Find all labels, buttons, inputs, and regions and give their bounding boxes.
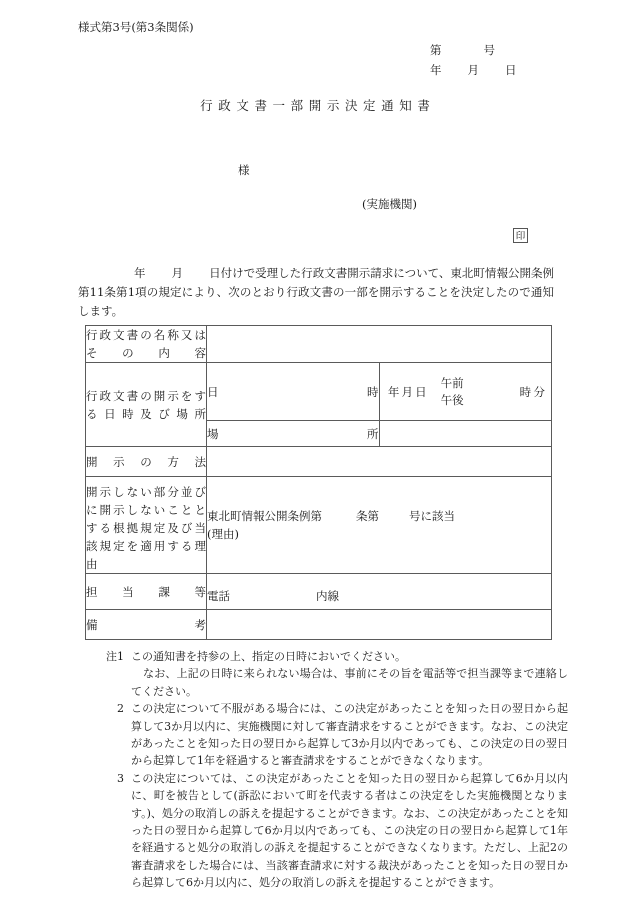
sub-label-datetime-text: 日時	[207, 384, 379, 399]
label-disclosure-method-text: 開示の方法	[86, 454, 206, 469]
label-remarks	[86, 610, 207, 640]
footnote-body-2	[131, 700, 568, 770]
datetime-year-label: 年	[387, 384, 400, 399]
footnote-1-paragraph-2: なお、上記の日時に来られない場合は、事前にその旨を電話等で担当課等まで連絡してください。	[131, 667, 568, 698]
label-reason-line1: 開示しない部分並び	[86, 485, 206, 499]
footnote-marker-3: 3	[117, 771, 124, 785]
footnote-1-paragraph-1: この通知書を持参の上、指定の日時においでください。	[131, 650, 406, 663]
value-department[interactable]	[207, 574, 552, 610]
footnote-marker-2: 2	[117, 702, 124, 716]
table-row-department	[86, 574, 552, 610]
table-row-nondisclosure-reason	[86, 477, 552, 574]
disclosure-decision-table	[85, 325, 552, 640]
reason-detail-label: (理由)	[207, 527, 239, 541]
label-disclosure-datetime-place	[86, 363, 207, 447]
document-number-line	[430, 40, 517, 60]
label-reason-line4: 該規定を適用する理	[86, 539, 206, 553]
number-prefix-label: 第	[430, 43, 442, 57]
value-disclosure-datetime[interactable]	[379, 363, 552, 421]
table-row-disclosure-method	[86, 447, 552, 477]
label-disclosure-line2: る日時及び場所	[86, 406, 206, 421]
telephone-label: 電話	[207, 589, 230, 603]
footnote-item-3	[98, 770, 568, 892]
table-row-document-name	[86, 326, 552, 363]
body-year-label: 年	[134, 266, 146, 280]
footnote-item-1	[98, 648, 568, 700]
extension-label: 内線	[316, 589, 339, 603]
label-document-name	[86, 326, 207, 363]
value-disclosure-place[interactable]	[379, 421, 552, 447]
footnote-body-1	[131, 648, 568, 700]
label-remarks-text: 備考	[86, 617, 206, 632]
seal-stamp-box: 印	[513, 228, 528, 243]
body-text-rest: 日付けで受理した行政文書開示請求について、東北町情報公開条例第11条第1項の規定により、次のとおり行政文書の一部を開示することを決定したので通知します。	[78, 266, 554, 318]
number-suffix-label: 号	[483, 43, 495, 57]
footnote-2-paragraph-1: この決定について不服がある場合には、この決定があったことを知った日の翌日から起算して3か月以内に、実施機関に対して審査請求をすることができます。なお、この決定があったことを知った日の翌日から起算して3か月以内であっても、この決定の日の翌日から起算して1年を経過すると審査請求をすることができなくなります。	[131, 702, 568, 768]
datetime-day-label: 日	[415, 384, 427, 399]
label-department	[86, 574, 207, 610]
label-nondisclosure-reason	[86, 477, 207, 574]
document-number-block	[430, 40, 517, 80]
label-document-name-line1: 行政文書の名称又は	[86, 328, 206, 342]
footnote-body-3	[131, 770, 568, 892]
am-label[interactable]: 午前	[440, 375, 464, 390]
datetime-hour-label: 時	[519, 384, 532, 399]
datetime-field-row	[380, 375, 552, 409]
year-label: 年	[430, 63, 442, 77]
footnote-item-2	[98, 700, 568, 770]
reason-item-label: 号に該当	[409, 509, 455, 523]
label-reason-line5: 由	[86, 557, 98, 571]
footnote-3-paragraph-1: この決定については、この決定があったことを知った日の翌日から起算して6か月以内に、町を被告として(訴訟において町を代表する者はこの決定をした実施機関となります。)、処分の取消しの訴えを提起することができます。なお、この決定があったことを知った日の翌日から起算して6か月以内であっても、この決定の日の翌日から起算して1年を経過すると処分の取消しの訴えを提起することができなくなります。ただし、上記2の審査請求をした場合には、当該審査請求に対する裁決があったことを知った日の翌日から起算して6か月以内に、処分の取消しの訴えを提起することができます。	[131, 771, 568, 890]
table-row-disclosure-datetime	[86, 363, 552, 421]
sub-label-place-text: 場所	[207, 426, 379, 441]
footnotes-section	[98, 648, 568, 892]
label-reason-line2: に開示しないことと	[86, 503, 206, 517]
month-label: 月	[467, 63, 479, 77]
reason-article-label: 条第	[356, 509, 379, 523]
pm-label[interactable]: 午後	[440, 392, 464, 407]
form-number: 様式第3号(第3条関係)	[78, 20, 194, 34]
label-document-name-line2: その内容	[86, 346, 206, 360]
day-label: 日	[505, 63, 517, 77]
body-month-label: 月	[171, 266, 184, 280]
table-row-remarks	[86, 610, 552, 640]
document-date-line	[430, 60, 517, 80]
reason-ordinance-prefix: 東北町情報公開条例第	[207, 509, 322, 523]
value-document-name[interactable]	[207, 326, 552, 363]
issuing-agency-label: (実施機関)	[362, 197, 417, 211]
value-nondisclosure-reason[interactable]	[207, 477, 552, 574]
footnote-marker-1: 注1	[106, 650, 124, 663]
sub-label-datetime	[207, 363, 380, 421]
datetime-month-label: 月	[401, 384, 413, 399]
body-paragraph	[78, 264, 554, 321]
department-contact-line	[207, 587, 551, 605]
label-reason-line3: する根拠規定及び当	[86, 521, 206, 535]
ampm-selector[interactable]	[441, 375, 464, 409]
page-title: 行政文書一部開示決定通知書	[200, 98, 436, 113]
addressee-honorific: 様	[238, 163, 250, 177]
datetime-minute-label: 分	[533, 384, 545, 399]
reason-ordinance-line	[207, 507, 551, 525]
label-disclosure-method	[86, 447, 207, 477]
label-department-text: 担当課等	[86, 584, 206, 599]
value-disclosure-method[interactable]	[207, 447, 552, 477]
label-disclosure-line1: 行政文書の開示をす	[86, 388, 206, 403]
value-remarks[interactable]	[207, 610, 552, 640]
sub-label-place	[207, 421, 380, 447]
